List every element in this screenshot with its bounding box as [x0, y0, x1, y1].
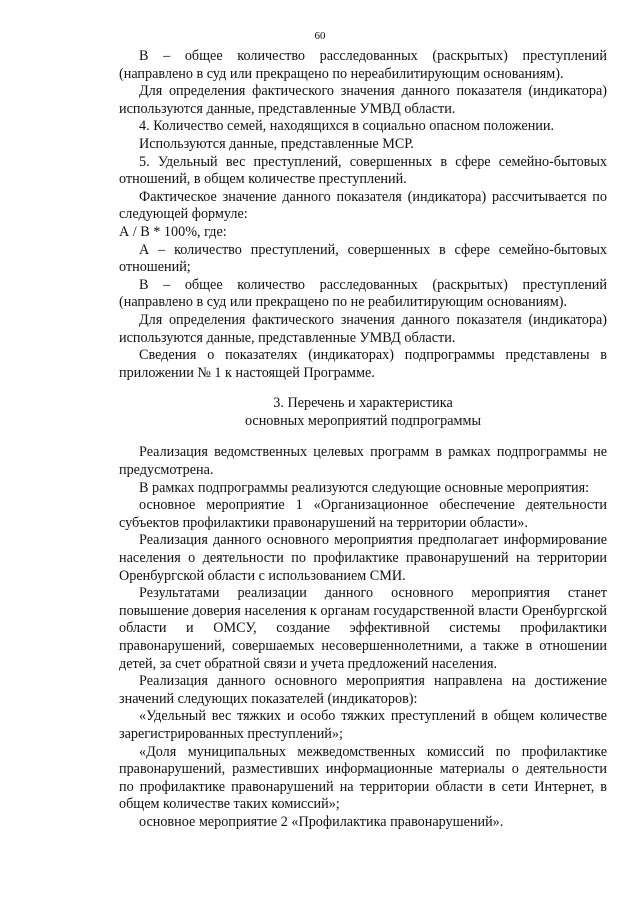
- paragraph: Сведения о показателях (индикаторах) подпрограммы представлены в приложении № 1 к настоящей Программе.: [119, 347, 607, 381]
- paragraph: Реализация данного основного мероприятия направлена на достижение значений следующих показателей (индикаторов):: [119, 673, 607, 707]
- paragraph: «Удельный вес тяжких и особо тяжких преступлений в общем количестве зарегистрированных преступлений»;: [119, 708, 607, 742]
- paragraph: А – количество преступлений, совершенных в сфере семейно-бытовых отношений;: [119, 241, 607, 276]
- paragraph: Используются данные, представленные МСР.: [139, 135, 414, 152]
- paragraph: основное мероприятие 1 «Организационное обеспечение деятельности субъектов профилактики правонарушений на территории области».: [119, 497, 607, 531]
- paragraph: Реализация данного основного мероприятия предполагает информирование населения о деятельности по профилактике правонарушений на территории Оренбургской области с использованием СМИ.: [119, 532, 607, 584]
- paragraph: 5. Удельный вес преступлений, совершенных в сфере семейно-бытовых отношений, в общем количестве преступлений.: [119, 153, 607, 188]
- page-number: 60: [314, 30, 326, 42]
- paragraph: Для определения фактического значения данного показателя (индикатора) используются данные, представленные УМВД области.: [119, 311, 607, 346]
- section-heading-line: основных мероприятий подпрограммы: [244, 412, 482, 429]
- section-heading: [119, 395, 607, 430]
- paragraph: В – общее количество расследованных (раскрытых) преступлений (направлено в суд или прекращено по нереабилитирующим основаниям).: [119, 48, 607, 82]
- paragraph: «Доля муниципальных межведомственных комиссий по профилактике правонарушений, разместивших информационные материалы о деятельности по профилактике правонарушений на территории области в сети Интернет, в общем количестве таких комиссий»;: [119, 743, 607, 813]
- paragraph: 4. Количество семей, находящихся в социально опасном положении.: [139, 118, 555, 135]
- paragraph: основное мероприятие 2 «Профилактика правонарушений».: [139, 813, 504, 830]
- paragraph: Реализация ведомственных целевых программ в рамках подпрограммы не предусмотрена.: [119, 444, 607, 479]
- section-heading-line: 3. Перечень и характеристика: [273, 395, 453, 412]
- paragraph: В рамках подпрограммы реализуются следующие основные мероприятия:: [139, 479, 590, 496]
- paragraph: Результатами реализации данного основного мероприятия станет повышение доверия населения к органам государственной власти Оренбургской области и ОМСУ, создание эффективной системы профилактики правонарушений, совершаемых несовершеннолетними, а также в отношении детей, за счет обратной связи и учета предложений населения.: [119, 585, 607, 672]
- paragraph: Фактическое значение данного показателя (индикатора) рассчитывается по следующей формуле:: [119, 188, 607, 223]
- paragraph: В – общее количество расследованных (раскрытых) преступлений (направлено в суд или прекращено по не реабилитирующим основаниям).: [119, 276, 607, 311]
- paragraph: Для определения фактического значения данного показателя (индикатора) используются данные, представленные УМВД области.: [119, 83, 607, 117]
- formula: А / В * 100%, где:: [119, 223, 227, 240]
- page-body: [119, 48, 607, 832]
